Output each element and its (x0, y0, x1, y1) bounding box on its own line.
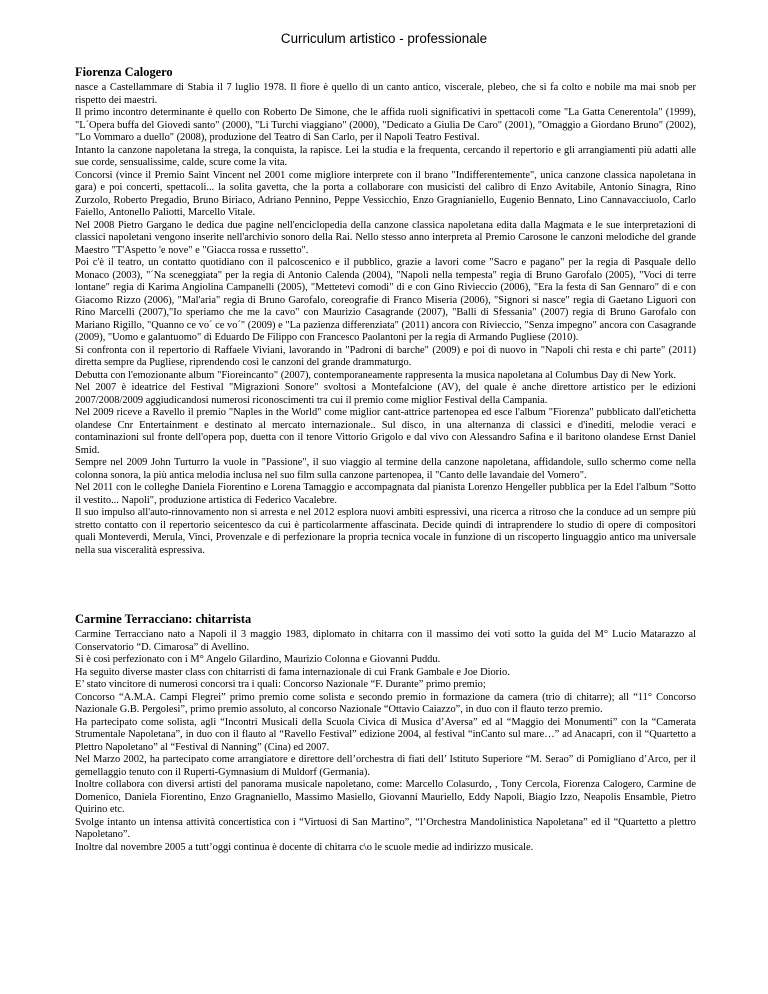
paragraph: Concorso “A.M.A. Campi Flegrei” primo premio come solista e secondo premio in formazione da camera (trio di chitarre); all “11° Concorso Nazionale G.B. Pergolesi”, primo premio assoluto, al concorso Nazionale “Ottavio Caiazzo”, in duo con il flauto terzo premio. (75, 691, 696, 715)
section-fiorenza-calogero (75, 64, 696, 557)
paragraph: Il suo impulso all'auto-rinnovamento non si arresta e nel 2012 esplora nuovi ambiti espressivi, una ricerca a ritroso che la conduce ad un sempre più stretto contatto con il repertorio seicentesco da cui è particolarmente affascinata. Decide quindi di intraprendere lo studio di opere di compositori quali Monteverdi, Merula, Vinci, Provenzale e di perfezionare la propria tecnica vocale in funzione di un riscoperto linguaggio antico ma universale nella sua visceralità espressiva. (75, 507, 696, 556)
document-title: Curriculum artistico - professionale (280, 31, 488, 46)
paragraph: Svolge intanto un intensa attività concertistica con i “Virtuosi di San Martino”, “l’Orchestra Mandolinistica Napoletana” ed il “Quartetto a plettro Napoletano”. (75, 816, 696, 840)
paragraph: Nel Marzo 2002, ha partecipato come arrangiatore e direttore dell’orchestra di fiati dell’ Istituto Superiore “M. Serao” di Pomigliano d’Arco, per il gemellaggio tenuto con il Ruperti-Gymnasium di Muldorf (Germania). (75, 754, 696, 778)
paragraph: Debutta con l'emozionante album "Fioreincanto" (2007), contemporaneamente rappresenta la musica napoletana al Columbus Day di New York. (75, 369, 677, 381)
paragraph: Intanto la canzone napoletana la strega, la conquista, la rapisce. Lei la studia e la frequenta, cercando il repertorio e gli arrangiamenti più adatti alle sue corde, sensualissime, calde, scure come la vita. (75, 144, 696, 168)
section-carmine-terracciano (75, 611, 696, 854)
paragraph: Nel 2007 è ideatrice del Festival "Migrazioni Sonore" svoltosi a Montefalcione (AV), del quale è anche direttore artistico per le edizioni 2007/2008/2009 aggiudicandosi numerosi riconoscimenti tra cui il premio come miglior Festival della Campania. (75, 382, 696, 406)
paragraph: Ha seguito diverse master class con chitarristi di fama internazionale di cui Frank Gambale e Joe Diorio. (75, 666, 510, 678)
paragraph: Sempre nel 2009 John Turturro la vuole in "Passione", il suo viaggio al termine della canzone napoletana, affidandole, sullo schermo come nella colonna sonora, la più antica melodia inclusa nel suo film sulla canzone partenopea, il "Canto delle lavandaie del Vomero". (75, 457, 696, 481)
paragraph: Nel 2011 con le colleghe Daniela Fiorentino e Lorena Tamaggio e accompagnata dal pianista Lorenzo Hengeller pubblica per la Edel l'album "Sotto il vestito... Napoli", produzione artistica di Federico Vacalebre. (75, 482, 696, 506)
paragraph: Nel 2008 Pietro Gargano le dedica due pagine nell'enciclopedia della canzone classica napoletana edita dalla Magmata e le sue interpretazioni di classici napoletani vengono inserite nell'archivio sonoro della Rai. Nello stesso anno interpreta al Premio Carosone le canzoni melodiche del grande Maestro "T'Aspetto 'e nove" e "Giacca rossa e russetto". (75, 219, 696, 256)
paragraph: Si confronta con il repertorio di Raffaele Viviani, lavorando in "Padroni di barche" (2009) e poi di nuovo in "Napoli chi resta e chi parte" (2011) diretta sempre da Pugliese, riprendendo così le canzoni del grande drammaturgo. (75, 344, 696, 368)
paragraph: Inoltre collabora con diversi artisti del panorama musicale napoletano, come: Marcello Colasurdo, , Tony Cercola, Fiorenza Calogero, Carmine de Domenico, Daniela Fiorentino, Enzo Gragnaniello, Massimo Masiello, Giovanni Mauriello, Eddy Napoli, Biagio Izzo, Neapolis Ensamble, Pietro Quirino etc. (75, 779, 696, 815)
paragraph: E’ stato vincitore di numerosi concorsi tra i quali: Concorso Nazionale “F. Durante” primo premio; (75, 679, 486, 690)
paragraph: Inoltre dal novembre 2005 a tutt’oggi continua è docente di chitarra c\o le scuole medie ad indirizzo musicale. (75, 841, 534, 853)
paragraph: Nel 2009 riceve a Ravello il premio "Naples in the World" come miglior cant-attrice partenopea ed esce l'album "Fiorenza" pubblicato dall'etichetta olandese Cnr Entertainment e destinato al mercato internazionale.. Sul disco, in una alternanza di classici e d'inediti, melodie veraci e contaminazioni sul fronte dell'opera pop, duetta con il tenore Vittorio Grigolo e dal vivo con Alessandro Safina e il baritono olandese Ernst Daniel Smid. (75, 407, 696, 456)
paragraph: Si è così perfezionato con i M° Angelo Gilardino, Maurizio Colonna e Giovanni Puddu. (75, 654, 441, 665)
paragraph: Ha partecipato come solista, agli “Incontri Musicali della Scuola Civica di Musica d’Aversa” ed al “Maggio dei Monumenti” con la “Camerata Strumentale Napoletana”, in duo con il flauto al “Ravello Festival” edizione 2004, al festival “inCanto sul mare…” ad Anacapri, con il “Quartetto a Plettro Napoletano” al “Festival di Nanning” (Cina) ed 2007. (75, 716, 696, 753)
paragraph: Concorsi (vince il Premio Saint Vincent nel 2001 come migliore interprete con il brano "Indifferentemente", unica canzone classica napoletana in gara) e poi concerti, spettacoli... la solita gavetta, che la porta a collaborare con musicisti del calibro di Enzo Avitabile, Antonio Sinagra, Rino Zurzolo, Roberto Pregadio, Bruno Biriaco, Adriano Pennino, Peppe Vessicchio, Enzo Gragnianiello, Eugenio Bennato, Lino Cannavacciuolo, Carlo Faiello, Antonello Paliotti, Marcello Vitale. (75, 169, 696, 218)
paragraph: Poi c'è il teatro, un contatto quotidiano con il palcoscenico e il pubblico, grazie a lavori come "Sacro e pagano" per la regia di Pasquale dello Monaco (2003), "´Na sceneggiata" per la regia di Antonio Calenda (2004), "Napoli nella tempesta" regia di Bruno Garofalo (2005), "Voci di terre lontane" regia di Karima Angiolina Campanelli (2005), "Mettetevi comodi" di e con Gino Rivieccio (2006), "Era la festa di San Gennaro" di e con Giacomo Rizzo (2006), "Mal'aria" regia di Bruno Garofalo, coreografie di Franco Miseria (2006), "Signori si nasce" regia di Gaetano Liguori con Rino Marcelli (2007),"Io speriamo che me la cavo" con Maurizio Casagrande (2007), "Balli di Sfessania" (2007) regia di Bruno Garofalo con Mariano Rigillo, "Quanno ce vo´ ce vo´" (2009) e "La pazienza differenziata" (2011) ancora con Rivieccio, "Senza impegno" ancora con Casagrande (2009), "Uomo e galantuomo" di Eduardo De Filippo con Francesco Paolantoni per la regia di Armando Pugliese (2010). (75, 257, 696, 343)
paragraph: Carmine Terracciano nato a Napoli il 3 maggio 1983, diplomato in chitarra con il massimo dei voti sotto la guida del M° Lucio Matarazzo al Conservatorio “D. Cimarosa” di Avellino. (75, 629, 696, 653)
paragraph: nasce a Castellammare di Stabia il 7 luglio 1978. Il fiore è quello di un canto antico, viscerale, plebeo, che si fa colto e nobile ma mai snob per rispetto dei maestri. (75, 82, 696, 106)
section-heading: Fiorenza Calogero (75, 65, 173, 79)
paragraph: Il primo incontro determinante è quello con Roberto De Simone, che le affida ruoli significativi in spettacoli come "La Gatta Cenerentola" (1999), "L´Opera buffa del Giovedì santo" (2000), "Li Turchi viaggiano" (2000), "Dedicato a Giulia De Caro" (2001), "Omaggio a Giordano Bruno" (2002), "Lo Vommaro a duello" (2008), produzione del Teatro di San Carlo, per il Napoli Teatro Festival. (75, 107, 696, 143)
section-heading: Carmine Terracciano: chitarrista (75, 612, 252, 626)
